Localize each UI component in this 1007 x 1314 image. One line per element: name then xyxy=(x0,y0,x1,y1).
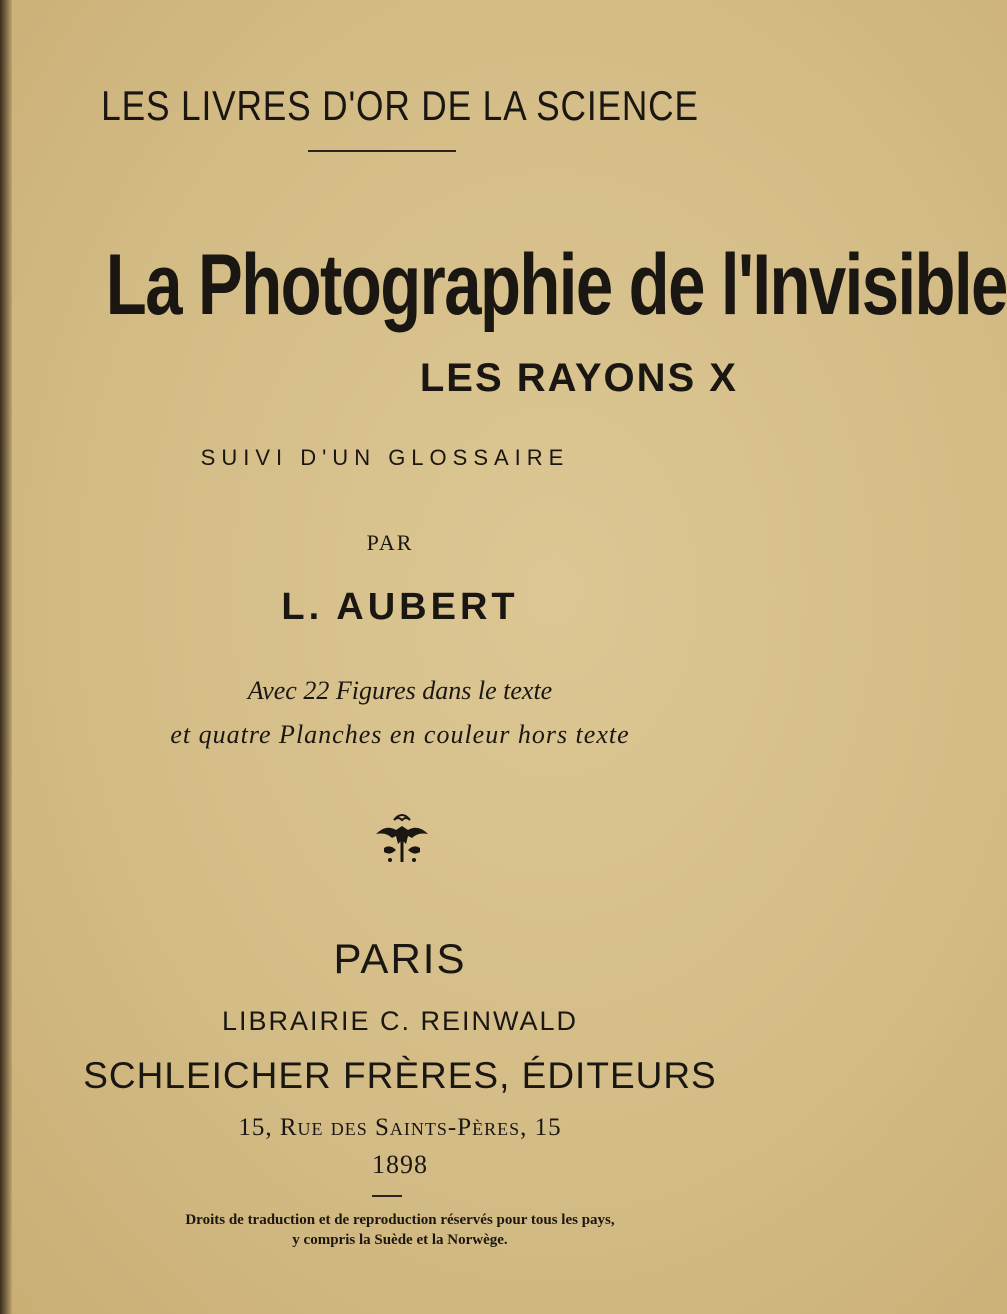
rights-line-2: y compris la Suède et la Norwège. xyxy=(292,1232,508,1248)
publisher-ornament-icon xyxy=(372,812,432,867)
rights-line-1: Droits de traduction et de reproduction réservés pour tous les pays, xyxy=(185,1212,615,1228)
divider-rule-small xyxy=(372,1195,402,1197)
figures-line-2: et quatre Planches en couleur hors texte xyxy=(170,720,630,749)
book-subtitle: LES RAYONS X xyxy=(419,356,738,400)
author-name: L. AUBERT xyxy=(281,586,519,628)
publisher-address: 15, Rue des Saints-Pères, 15 xyxy=(238,1114,562,1141)
publication-year: 1898 xyxy=(372,1150,428,1179)
book-title: La Photographie de l'Invisible xyxy=(105,237,1007,333)
by-label: PAR xyxy=(366,530,414,555)
figures-line-1: Avec 22 Figures dans le texte xyxy=(247,676,553,705)
librairie-name: LIBRAIRIE C. REINWALD xyxy=(221,1006,579,1036)
divider-rule xyxy=(308,150,456,152)
publisher-name: SCHLEICHER FRÈRES, ÉDITEURS xyxy=(83,1055,717,1096)
series-title: LES LIVRES D'OR DE LA SCIENCE xyxy=(101,82,699,129)
city-name: PARIS xyxy=(333,935,467,982)
rights-notice xyxy=(0,1210,800,1250)
book-subtitle-secondary: SUIVI D'UN GLOSSAIRE xyxy=(200,445,570,470)
